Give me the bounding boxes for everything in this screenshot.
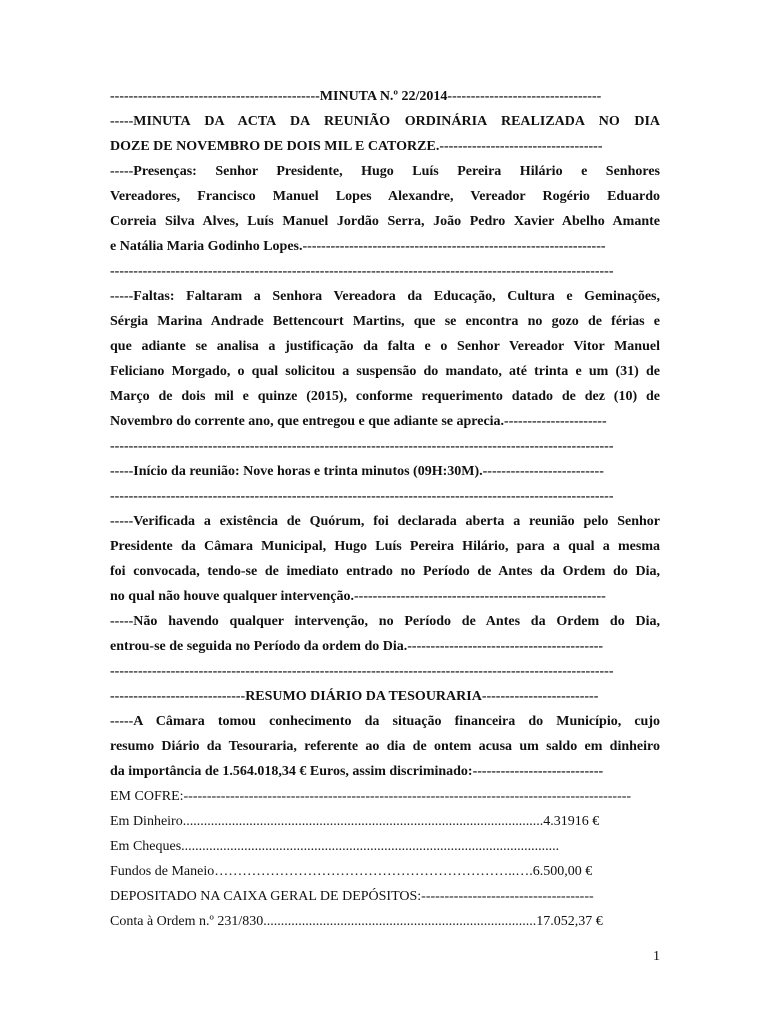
- absences-line-2: Sérgia Marina Andrade Bettencourt Martins, que se encontra no gozo de férias e: [110, 314, 660, 329]
- attendance-line-1: -----Presenças: Senhor Presidente, Hugo Luís Pereira Hilário e Senhores: [110, 164, 660, 179]
- treasury-line-1: -----A Câmara tomou conhecimento da situação financeira do Município, cujo: [110, 714, 660, 729]
- separator-line: ------------------------------------------------------------------------------------------------------------: [110, 264, 614, 279]
- absences-line-1: -----Faltas: Faltaram a Senhora Vereadora da Educação, Cultura e Geminações,: [110, 289, 660, 304]
- treasury-line-2: resumo Diário da Tesouraria, referente ao dia de ontem acusa um saldo em dinheiro: [110, 739, 660, 754]
- minutes-title-line-1: -----MINUTA DA ACTA DA REUNIÃO ORDINÁRIA REALIZADA NO DIA: [110, 114, 660, 129]
- current-account-entry: Conta à Ordem n.º 231/830..............................................................................17.052,37 €: [110, 914, 603, 929]
- separator-line: ------------------------------------------------------------------------------------------------------------: [110, 439, 614, 454]
- petty-cash-entry: Fundos de Maneio………………………………………………………..….6.500,00 €: [110, 864, 593, 879]
- quorum-line-1: -----Verificada a existência de Quórum, foi declarada aberta a reunião pelo Senhor: [110, 514, 660, 529]
- attendance-line-4: e Natália Maria Godinho Lopes.-----------------------------------------------------------------: [110, 239, 606, 254]
- treasury-line-3: da importância de 1.564.018,34 € Euros, assim discriminado:----------------------------: [110, 764, 604, 779]
- agenda-line-2: entrou-se de seguida no Período da ordem do Dia.------------------------------------------: [110, 639, 604, 654]
- separator-line: ------------------------------------------------------------------------------------------------------------: [110, 489, 614, 504]
- cheques-entry: Em Cheques............................................................................................................: [110, 839, 560, 854]
- minutes-number-heading: ---------------------------------------------MINUTA N.º 22/2014---------------------------------: [110, 89, 602, 104]
- attendance-line-2: Vereadores, Francisco Manuel Lopes Alexandre, Vereador Rogério Eduardo: [110, 189, 660, 204]
- separator-line: ------------------------------------------------------------------------------------------------------------: [110, 664, 614, 679]
- absences-line-6: Novembro do corrente ano, que entregou e que adiante se aprecia.----------------------: [110, 414, 607, 429]
- deposits-heading: DEPOSITADO NA CAIXA GERAL DE DEPÓSITOS:-------------------------------------: [110, 889, 594, 904]
- agenda-line-1: -----Não havendo qualquer intervenção, no Período de Antes da Ordem do Dia,: [110, 614, 660, 629]
- absences-line-4: Feliciano Morgado, o qual solicitou a suspensão do mandato, até trinta e um (31) de: [110, 364, 660, 379]
- quorum-line-4: no qual não houve qualquer intervenção.------------------------------------------------------: [110, 589, 606, 604]
- in-cash-heading: EM COFRE:------------------------------------------------------------------------------------------------: [110, 789, 632, 804]
- page-number: 1: [653, 949, 660, 964]
- quorum-line-2: Presidente da Câmara Municipal, Hugo Luís Pereira Hilário, para a qual a mesma: [110, 539, 660, 554]
- minutes-title-line-2: DOZE DE NOVEMBRO DE DOIS MIL E CATORZE.-----------------------------------: [110, 139, 603, 154]
- quorum-line-3: foi convocada, tendo-se de imediato entrado no Período de Antes da Ordem do Dia,: [110, 564, 660, 579]
- cash-money-entry: Em Dinheiro.......................................................................................................4.31916 €: [110, 814, 600, 829]
- absences-line-5: Março de dois mil e quinze (2015), conforme requerimento datado de dez (10) de: [110, 389, 660, 404]
- attendance-line-3: Correia Silva Alves, Luís Manuel Jordão Serra, João Pedro Xavier Abelho Amante: [110, 214, 660, 229]
- meeting-start-line: -----Início da reunião: Nove horas e trinta minutos (09H:30M).--------------------------: [110, 464, 604, 479]
- treasury-heading: -----------------------------RESUMO DIÁRIO DA TESOURARIA-------------------------: [110, 689, 599, 704]
- absences-line-3: que adiante se analisa a justificação da falta e o Senhor Vereador Vitor Manuel: [110, 339, 660, 354]
